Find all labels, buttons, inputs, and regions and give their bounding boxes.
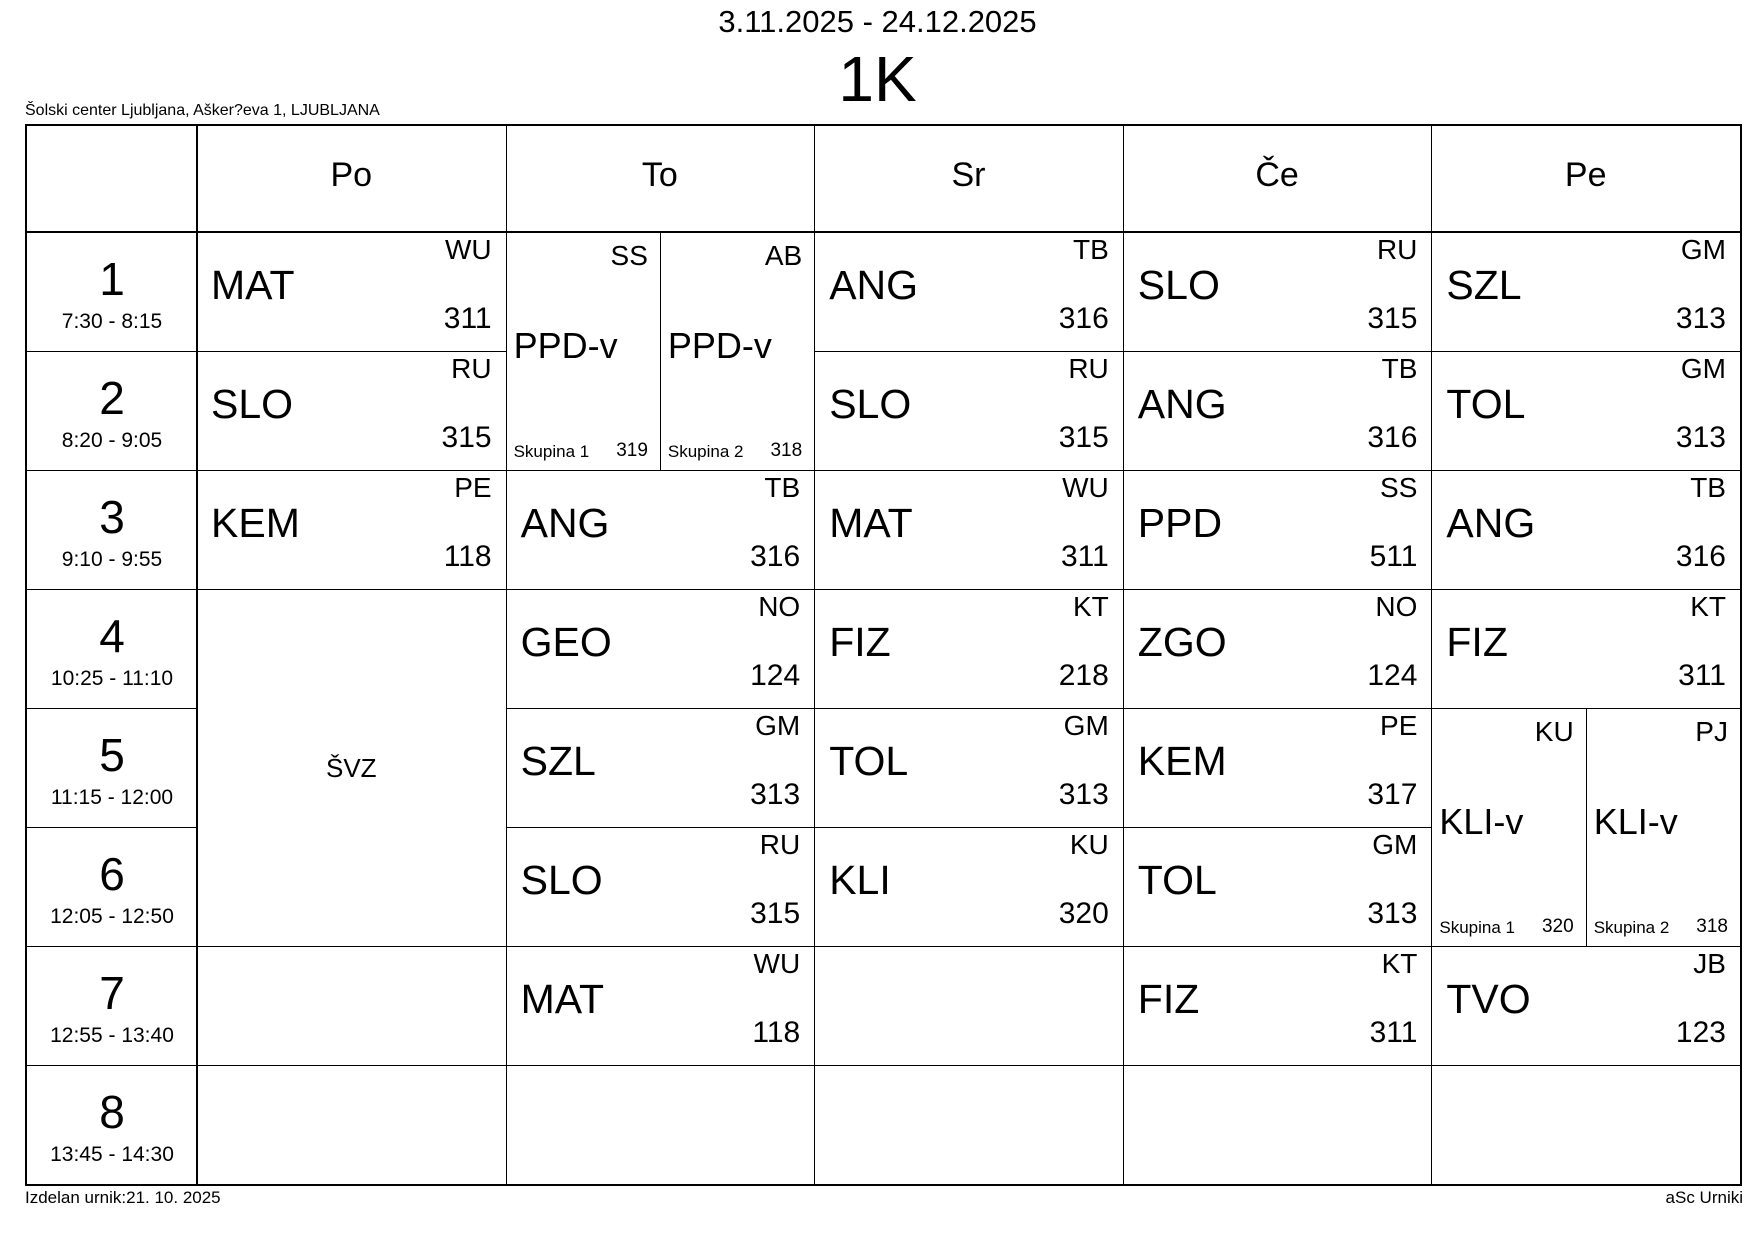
period-number: 8	[99, 1086, 125, 1138]
lesson-teacher: WU	[753, 948, 801, 979]
grid-line	[27, 946, 197, 947]
brand-label: aSc Urniki	[1665, 1188, 1743, 1207]
grid-line	[1431, 470, 1740, 471]
grid-line	[1123, 827, 1432, 828]
lesson-room: 313	[1058, 778, 1109, 811]
lesson-room: 118	[443, 540, 492, 573]
lesson-teacher: RU	[1376, 234, 1418, 265]
lesson-room: 311	[1678, 659, 1726, 692]
lesson-teacher: RU	[1068, 353, 1109, 384]
lesson-teacher: KU	[1069, 829, 1109, 860]
grid-line	[814, 470, 1123, 471]
grid-line	[197, 470, 506, 471]
lesson-subject: KLI	[829, 857, 891, 903]
lesson-subject: FIZ	[829, 619, 891, 665]
lesson-room: 313	[1675, 421, 1726, 454]
group-room: 320	[1541, 916, 1574, 937]
grid-line	[814, 589, 1123, 590]
grid-line	[1431, 589, 1740, 590]
lesson-room: 313	[750, 778, 801, 811]
lesson-subject: SLO	[520, 857, 603, 903]
lesson-teacher: PE	[454, 472, 492, 503]
lesson-subject: KEM	[1137, 738, 1227, 784]
lesson-room: 118	[752, 1016, 801, 1049]
lesson-room: 315	[750, 897, 801, 930]
group-subject: PPD-v	[513, 325, 618, 366]
lesson-room: 311	[1060, 540, 1109, 573]
lesson-teacher: NO	[758, 591, 801, 622]
grid-line	[1123, 470, 1432, 471]
group-label: Skupina 2	[1593, 918, 1670, 937]
period-time: 12:55 - 13:40	[50, 1024, 174, 1047]
grid-line	[506, 589, 815, 590]
lesson-room: 124	[1367, 659, 1418, 692]
lesson-teacher: GM	[1372, 829, 1418, 860]
lesson-subject: FIZ	[1446, 619, 1508, 665]
date-range: 3.11.2025 - 24.12.2025	[718, 4, 1037, 39]
group-subject: KLI-v	[1593, 801, 1678, 842]
grid-line	[1123, 708, 1432, 709]
group-room: 318	[1696, 916, 1728, 937]
grid-line	[1123, 1065, 1432, 1066]
grid-line	[506, 946, 815, 947]
lesson-room: 124	[750, 659, 801, 692]
lesson-teacher: NO	[1375, 591, 1418, 622]
lesson-subject: TVO	[1446, 976, 1531, 1022]
lesson-room: 316	[1675, 540, 1726, 573]
class-name: 1K	[838, 43, 917, 115]
grid-line	[506, 1065, 815, 1066]
lesson-subject: ZGO	[1137, 619, 1227, 665]
lesson-subject: ANG	[1446, 500, 1536, 546]
grid-line	[27, 1065, 197, 1066]
block-label: ŠVZ	[326, 752, 377, 783]
period-time: 9:10 - 9:55	[61, 548, 163, 571]
period-time: 8:20 - 9:05	[61, 429, 163, 452]
lesson-room: 316	[750, 540, 801, 573]
group-subject: PPD-v	[667, 325, 772, 366]
group-label: Skupina 1	[1439, 918, 1516, 937]
lesson-subject: TOL	[1446, 381, 1526, 427]
lesson-subject: TOL	[1137, 857, 1217, 903]
lesson-room: 311	[1369, 1016, 1418, 1049]
grid-line	[197, 351, 506, 352]
lesson-subject: KEM	[211, 500, 300, 546]
grid-line	[27, 708, 197, 709]
day-header: Pe	[1564, 156, 1607, 194]
grid-line	[1431, 351, 1740, 352]
grid-line	[1431, 946, 1740, 947]
lesson-subject: PPD	[1137, 500, 1223, 546]
grid-line	[27, 470, 197, 471]
group-teacher: AB	[764, 240, 803, 271]
period-number: 4	[99, 610, 125, 662]
group-label: Skupina 1	[513, 442, 590, 461]
lesson-teacher: KT	[1381, 948, 1418, 979]
lesson-subject: SLO	[829, 381, 912, 427]
school-name: Šolski center Ljubljana, Ašker?eva 1, LJUBLJANA	[25, 102, 380, 119]
grid-line	[814, 351, 1123, 352]
grid-line	[1431, 1065, 1740, 1066]
grid-line	[814, 126, 815, 1184]
period-time: 12:05 - 12:50	[50, 905, 174, 928]
grid-line	[814, 708, 1123, 709]
lesson-teacher: SS	[1380, 472, 1418, 503]
lesson-teacher: RU	[451, 353, 492, 384]
period-time: 7:30 - 8:15	[61, 310, 163, 333]
day-header: Sr	[951, 156, 986, 194]
lesson-teacher: KT	[1690, 591, 1726, 622]
lesson-subject: FIZ	[1137, 976, 1200, 1022]
grid-line	[197, 1065, 506, 1066]
lesson-subject: MAT	[829, 500, 913, 546]
grid-line	[197, 589, 506, 590]
grid-line	[27, 231, 1740, 233]
period-number: 1	[99, 253, 125, 305]
lesson-teacher: GM	[1680, 234, 1726, 265]
lesson-teacher: RU	[759, 829, 801, 860]
group-room: 318	[770, 440, 803, 461]
period-time: 13:45 - 14:30	[50, 1143, 174, 1166]
lesson-subject: ANG	[829, 262, 919, 308]
grid-line	[1123, 946, 1432, 947]
lesson-teacher: TB	[1381, 353, 1418, 384]
group-teacher: SS	[610, 240, 648, 271]
timetable-grid	[25, 124, 1742, 1186]
group-subject: KLI-v	[1439, 801, 1524, 842]
day-header: Če	[1255, 156, 1299, 194]
grid-line	[506, 470, 815, 471]
grid-line	[197, 946, 506, 947]
lesson-teacher: PE	[1380, 710, 1418, 741]
period-number: 5	[99, 729, 125, 781]
lesson-room: 511	[1369, 540, 1418, 573]
lesson-subject: SZL	[1446, 262, 1522, 308]
lesson-room: 315	[1367, 302, 1418, 335]
lesson-teacher: WU	[1062, 472, 1109, 503]
period-number: 2	[99, 372, 125, 424]
grid-line	[506, 827, 815, 828]
lesson-room: 317	[1367, 778, 1418, 811]
lesson-subject: MAT	[211, 262, 295, 308]
period-number: 6	[99, 848, 125, 900]
grid-line	[814, 946, 1123, 947]
lesson-teacher: GM	[1063, 710, 1109, 741]
lesson-subject: GEO	[520, 619, 612, 665]
group-teacher: PJ	[1695, 716, 1728, 747]
lesson-room: 320	[1058, 897, 1109, 930]
period-time: 10:25 - 11:10	[50, 667, 174, 690]
grid-line	[506, 708, 815, 709]
lesson-room: 123	[1675, 1016, 1726, 1049]
period-number: 7	[99, 967, 125, 1019]
lesson-teacher: TB	[764, 472, 801, 503]
lesson-teacher: KT	[1073, 591, 1109, 622]
lesson-room: 218	[1058, 659, 1109, 692]
lesson-subject: ANG	[1137, 381, 1227, 427]
grid-line	[27, 351, 197, 352]
lesson-subject: MAT	[520, 976, 605, 1022]
lesson-subject: SZL	[520, 738, 596, 784]
period-time: 11:15 - 12:00	[50, 786, 174, 809]
lesson-teacher: TB	[1073, 234, 1109, 265]
grid-line	[1123, 589, 1432, 590]
lesson-room: 316	[1058, 302, 1109, 335]
lesson-teacher: JB	[1693, 948, 1726, 979]
lesson-room: 313	[1675, 302, 1726, 335]
lesson-subject: SLO	[211, 381, 294, 427]
lesson-teacher: GM	[1680, 353, 1726, 384]
lesson-subject: ANG	[520, 500, 610, 546]
group-teacher: KU	[1534, 716, 1574, 747]
lesson-room: 316	[1367, 421, 1418, 454]
lesson-subject: SLO	[1137, 262, 1220, 308]
lesson-teacher: GM	[755, 710, 801, 741]
lesson-room: 311	[443, 302, 492, 335]
lesson-room: 315	[1058, 421, 1109, 454]
day-header: To	[641, 156, 678, 194]
lesson-subject: TOL	[829, 738, 909, 784]
lesson-teacher: TB	[1690, 472, 1726, 503]
group-label: Skupina 2	[667, 442, 744, 461]
grid-line	[1123, 351, 1432, 352]
lesson-teacher: WU	[444, 234, 492, 265]
grid-line	[27, 827, 197, 828]
created-date: Izdelan urnik:21. 10. 2025	[25, 1188, 221, 1207]
grid-line	[814, 1065, 1123, 1066]
lesson-room: 313	[1367, 897, 1418, 930]
grid-line	[27, 589, 197, 590]
day-header: Po	[330, 156, 373, 194]
group-room: 319	[616, 440, 648, 461]
lesson-room: 315	[441, 421, 492, 454]
grid-line	[814, 827, 1123, 828]
period-number: 3	[99, 491, 125, 543]
